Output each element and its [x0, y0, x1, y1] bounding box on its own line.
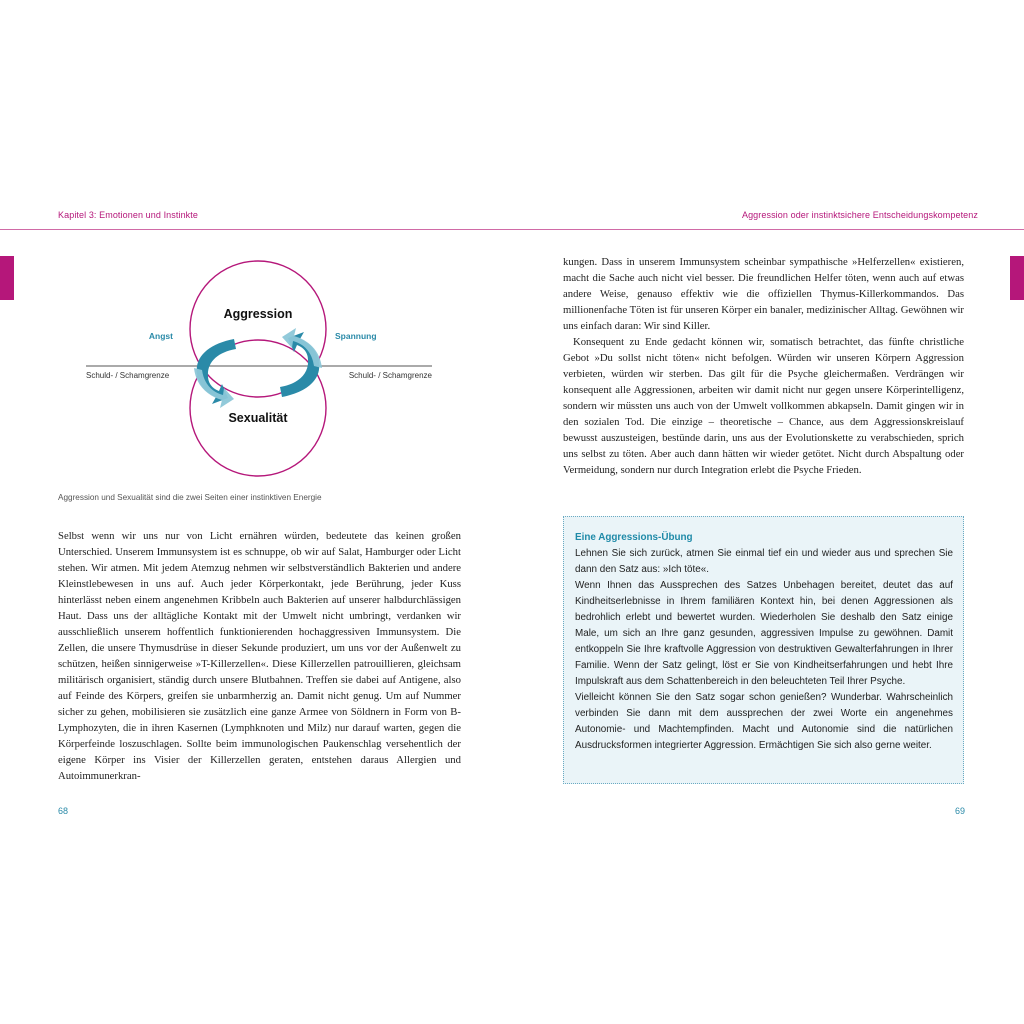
sexuality-label: Sexualität [228, 411, 288, 425]
running-header-left: Kapitel 3: Emotionen und Instinkte [58, 210, 198, 220]
paragraph: kungen. Dass in unserem Immunsystem scheinbar sympathische »Helferzellen« existieren, macht die Sache auch nicht viel besser. Die freundlichen Helfer töten, wenn auch auf etwas andere Weise, genauso effektiv wie die offiziellen Thymus-Killerkommandos. Das millionenfache Töten ist für unseren Körper ein banaler, medizinischer Alltag. Gewöhnen wir uns einfach daran: Wir sind Killer. [563, 256, 964, 332]
paragraph: Konsequent zu Ende gedacht können wir, somatisch betrachtet, das fünfte christliche Gebot »Du sollst nicht töten« nicht befolgen. Würden wir unseren Körpern Aggression verbieten, würden wir sterben. Das gilt für die Psyche gleichermaßen. Verdrängen wir konsequent alle Aggressionen, arbeiten wir damit nicht nur gegen unsere Körperintelligenz, sondern wir müssten uns auch von der Umwelt vollkommen abkapseln. Damit gingen wir in den sozialen Tod. Die einzige – theoretische – Chance, aus dem Aggressionskreislauf bewusst auszusteigen, bestünde darin, uns aus der Evolutionskette zu verabschieden, sprich uns selbst zu töten. Aber auch dann hätten wir wieder getötet. Nicht durch Abspaltung oder Vermeidung, sondern nur durch Integration erlebt die Psyche Frieden. [563, 336, 964, 476]
paragraph: Selbst wenn wir uns nur von Licht ernähren würden, bedeutete das keinen großen Unterschied. Unserem Immunsystem ist es schnuppe, ob wir auf Salat, Hamburger oder Licht stehen. Wir atmen. Mit jedem Atemzug nehmen wir selbstverständlich Bakterien und andere Kleinstlebewesen in uns auf. Auch jeder Körperkontakt, jede Berührung, jeder Kuss hinterlässt neben einem angenehmen Kribbeln auch Bakterien auf unserer halbdurchlässigen Haut. Dass uns der alltägliche Kontakt mit der Umwelt nicht umbringt, verdanken wir ausschließlich unserem hoffentlich funktionierenden hochaggressiven Immunsystem. Die Zellen, die unsere Thymusdrüse in dieser Sekunde produziert, um uns vor der Außenwelt zu schützen, heißen sinnigerweise »T-Killerzellen«. Diese Killerzellen patrouillieren, gleichsam militärisch organisiert, ständig durch unsere Blutbahnen. Treffen sie dabei auf Antigene, also auf Feinde des Körpers, greifen sie unbarmherzig an. Damit nicht genug. Um auf Nummer sicher zu gehen, mobilisieren sie zusätzlich eine ganze Armee von Söldnern in Form von B-Lymphozyten, die in ihren Kasernen (Lymphknoten und Milz) nur darauf warten, gegen die Körperfeinde loszuschlagen. Sollte beim immunologischen Paukenschlag versehentlich der eigene Körper ins Visier der Killerzellen geraten, entstehen daraus Allergien und Autoimmunerkran- [58, 530, 461, 782]
body-text-right [563, 254, 964, 478]
aggression-sexuality-diagram [58, 248, 458, 488]
exercise-paragraph: Vielleicht können Sie den Satz sogar schon genießen? Wunderbar. Wahrscheinlich verbinden Sie dann mit dem aussprechen der zwei Worte ein angenehmes Autonomie- und Machtempfinden. Macht und Autonomie sind die natürlichen Ausdrucksformen integrierter Aggression. Ermächtigen Sie sich also gerne weiter. [575, 692, 953, 751]
header-rule [0, 229, 1024, 230]
exercise-box [563, 516, 964, 784]
spannung-label: Spannung [335, 331, 377, 341]
figure-caption: Aggression und Sexualität sind die zwei Seiten einer instinktiven Energie [58, 493, 322, 502]
boundary-label-right: Schuld- / Schamgrenze [348, 371, 432, 380]
thumb-tab-right [1010, 256, 1024, 300]
thumb-tab-left [0, 256, 14, 300]
page-number-left: 68 [58, 806, 69, 816]
exercise-paragraph: Lehnen Sie sich zurück, atmen Sie einmal tief ein und wieder aus und sprechen Sie dann den Satz aus: »Ich töte«. [575, 548, 953, 575]
exercise-title: Eine Aggressions-Übung [575, 532, 693, 543]
angst-label: Angst [148, 331, 173, 341]
exercise-paragraph: Wenn Ihnen das Aussprechen des Satzes Unbehagen bereitet, deutet das auf Kindheitserlebnisse in Ihrem familiären Kontext hin, bei denen Aggressionen als bedrohlich erlebt und bewertet wurden. Wiederholen Sie deshalb den Satz einige Male, um sich an Ihre ganz gesunden, aggressiven Impulse zu gewöhnen. Damit entkoppeln Sie Ihre kraftvolle Aggression von destruktiven Gewalterfahrungen in Ihrer Familie. Wenn der Satz gelingt, löst er Sie von Kindheitserfahrungen und hebt Ihre Impulskraft aus dem Schattenbereich in den beleuchteten Teil Ihrer Psyche. [575, 580, 953, 687]
aggression-label: Aggression [223, 307, 293, 321]
running-header-right: Aggression oder instinktsichere Entscheidungskompetenz [741, 210, 978, 220]
page-number-right: 69 [954, 806, 965, 816]
body-text-left [58, 528, 461, 784]
boundary-label-left: Schuld- / Schamgrenze [86, 371, 170, 380]
